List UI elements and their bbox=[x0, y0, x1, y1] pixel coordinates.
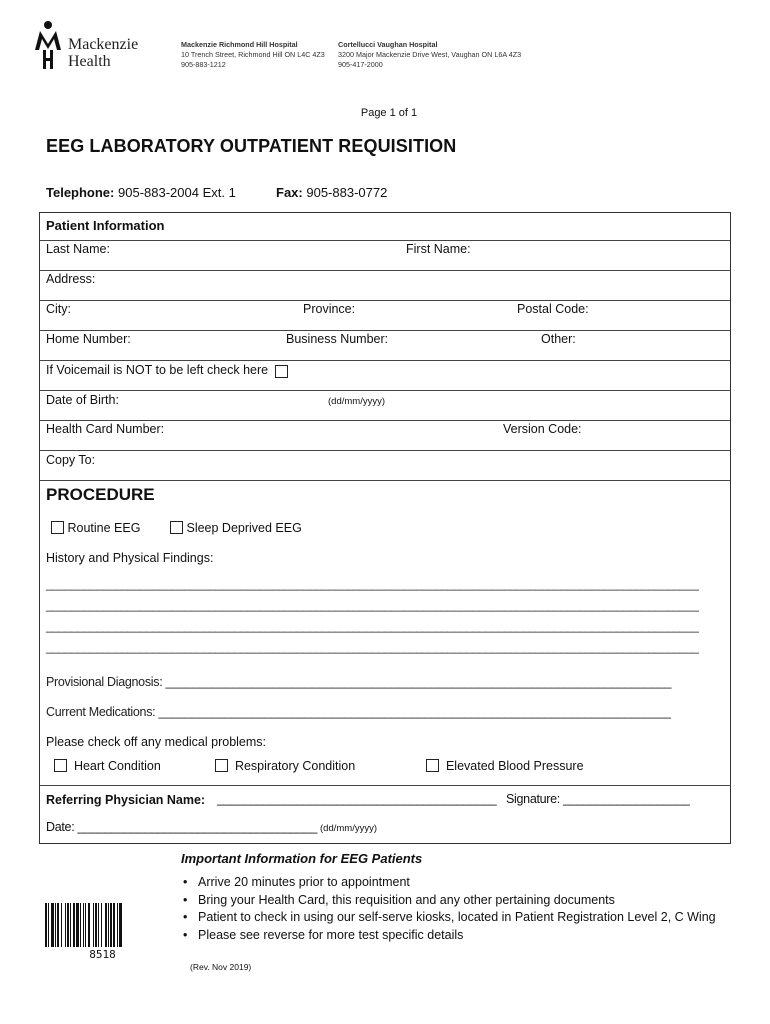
address-field[interactable]: Address: bbox=[46, 272, 96, 286]
phone-row bbox=[40, 331, 730, 361]
signature-field[interactable]: Signature: ___________________ bbox=[506, 792, 690, 806]
copy-to-field[interactable]: Copy To: bbox=[46, 453, 96, 467]
fax-label: Fax: bbox=[276, 185, 303, 200]
dob-row bbox=[40, 391, 730, 421]
page-number: Page 1 of 1 bbox=[360, 107, 418, 119]
address-row bbox=[40, 271, 730, 301]
sleep-deprived-option[interactable] bbox=[170, 521, 302, 535]
routine-eeg-option[interactable] bbox=[51, 521, 140, 535]
last-name-field[interactable]: Last Name: bbox=[46, 242, 110, 256]
hospital-1-block bbox=[181, 40, 325, 70]
routine-eeg-checkbox[interactable] bbox=[51, 521, 64, 534]
heart-condition-option[interactable] bbox=[54, 759, 161, 773]
info-bullet: • Please see reverse for more test specific details bbox=[181, 927, 716, 945]
hospital-2-name: Cortellucci Vaughan Hospital bbox=[338, 40, 438, 49]
dob-format-hint: (dd/mm/yyyy) bbox=[328, 396, 385, 407]
barcode-number: 8518 bbox=[89, 948, 116, 961]
history-line-4[interactable]: ________________________________________________________________________________________________________ bbox=[46, 640, 699, 654]
medical-problems-label: Please check off any medical problems: bbox=[46, 735, 267, 749]
mackenzie-health-logo-icon bbox=[34, 20, 62, 70]
history-line-2[interactable]: ________________________________________________________________________________________________________ bbox=[46, 598, 699, 612]
routine-eeg-label: Routine EEG bbox=[67, 521, 141, 535]
home-number-field[interactable]: Home Number: bbox=[46, 332, 131, 346]
telephone-label: Telephone: bbox=[46, 185, 115, 200]
business-number-field[interactable]: Business Number: bbox=[286, 332, 389, 346]
respiratory-condition-checkbox[interactable] bbox=[215, 759, 228, 772]
hospital-2-address: 3200 Major Mackenzie Drive West, Vaughan ON L6A 4Z3 bbox=[338, 50, 522, 59]
patient-info-header-row bbox=[40, 213, 730, 241]
hospital-2-phone: 905-417-2000 bbox=[338, 60, 383, 69]
history-line-1[interactable]: ________________________________________________________________________________________________________ bbox=[46, 577, 699, 591]
page-title: EEG LABORATORY OUTPATIENT REQUISITION bbox=[46, 136, 457, 156]
voicemail-row bbox=[40, 361, 730, 391]
hospital-1-name: Mackenzie Richmond Hill Hospital bbox=[181, 40, 298, 49]
first-name-field[interactable]: First Name: bbox=[406, 242, 471, 256]
fax-block bbox=[276, 185, 387, 200]
health-card-field[interactable]: Health Card Number: bbox=[46, 422, 165, 436]
hospital-2-block bbox=[338, 40, 521, 70]
respiratory-condition-label: Respiratory Condition bbox=[234, 759, 356, 773]
history-label: History and Physical Findings: bbox=[46, 551, 214, 565]
date-format-hint: (dd/mm/yyyy) bbox=[320, 823, 377, 834]
patient-info-heading: Patient Information bbox=[46, 218, 165, 233]
provisional-diagnosis-field[interactable]: Provisional Diagnosis: ____________________________________________________________________________ bbox=[46, 675, 672, 689]
voicemail-label: If Voicemail is NOT to be left check here bbox=[46, 363, 269, 377]
sleep-deprived-label: Sleep Deprived EEG bbox=[186, 521, 302, 535]
elevated-bp-checkbox[interactable] bbox=[426, 759, 439, 772]
postal-code-field[interactable]: Postal Code: bbox=[517, 302, 589, 316]
info-bullet: • Bring your Health Card, this requisition and any other pertaining documents bbox=[181, 892, 716, 910]
version-code-field[interactable]: Version Code: bbox=[503, 422, 582, 436]
referring-physician-label: Referring Physician Name: bbox=[46, 793, 206, 807]
barcode-icon bbox=[45, 903, 160, 947]
voicemail-checkbox[interactable] bbox=[275, 365, 288, 378]
province-field[interactable]: Province: bbox=[303, 302, 356, 316]
referring-physician-field[interactable]: __________________________________________ bbox=[217, 792, 497, 806]
logo-line-1: Mackenzie bbox=[68, 36, 139, 53]
important-info-list bbox=[181, 874, 716, 944]
info-bullet: • Arrive 20 minutes prior to appointment bbox=[181, 874, 716, 892]
city-field[interactable]: City: bbox=[46, 302, 71, 316]
important-info-heading: Important Information for EEG Patients bbox=[181, 851, 423, 866]
sleep-deprived-checkbox[interactable] bbox=[170, 521, 183, 534]
requisition-form bbox=[39, 212, 731, 844]
hospital-1-phone: 905-883-1212 bbox=[181, 60, 226, 69]
fax-value: 905-883-0772 bbox=[306, 185, 388, 200]
elevated-bp-label: Elevated Blood Pressure bbox=[445, 759, 584, 773]
revision-note: (Rev. Nov 2019) bbox=[190, 962, 252, 972]
name-row bbox=[40, 241, 730, 271]
hospital-1-address: 10 Trench Street, Richmond Hill ON L4C 4Z3 bbox=[181, 50, 325, 59]
contact-line bbox=[46, 185, 388, 200]
date-field[interactable]: Date: ____________________________________ bbox=[46, 820, 318, 834]
other-number-field[interactable]: Other: bbox=[541, 332, 576, 346]
elevated-bp-option[interactable] bbox=[426, 759, 584, 773]
health-card-row bbox=[40, 421, 730, 451]
dob-field[interactable]: Date of Birth: bbox=[46, 393, 119, 407]
history-line-3[interactable]: ________________________________________________________________________________________________________ bbox=[46, 619, 699, 633]
divider bbox=[40, 785, 730, 786]
telephone-value: 905-883-2004 Ext. 1 bbox=[118, 185, 236, 200]
heart-condition-label: Heart Condition bbox=[73, 759, 161, 773]
copy-to-row bbox=[40, 451, 730, 481]
respiratory-condition-option[interactable] bbox=[215, 759, 355, 773]
procedure-heading: PROCEDURE bbox=[46, 485, 155, 504]
current-medications-field[interactable]: Current Medications: _____________________________________________________________________________ bbox=[46, 705, 671, 719]
info-bullet: • Patient to check in using our self-serve kiosks, located in Patient Registration Level 2, C Wing bbox=[181, 909, 716, 927]
logo-wordmark bbox=[68, 36, 138, 70]
city-row bbox=[40, 301, 730, 331]
logo-line-2: Health bbox=[68, 53, 111, 70]
heart-condition-checkbox[interactable] bbox=[54, 759, 67, 772]
